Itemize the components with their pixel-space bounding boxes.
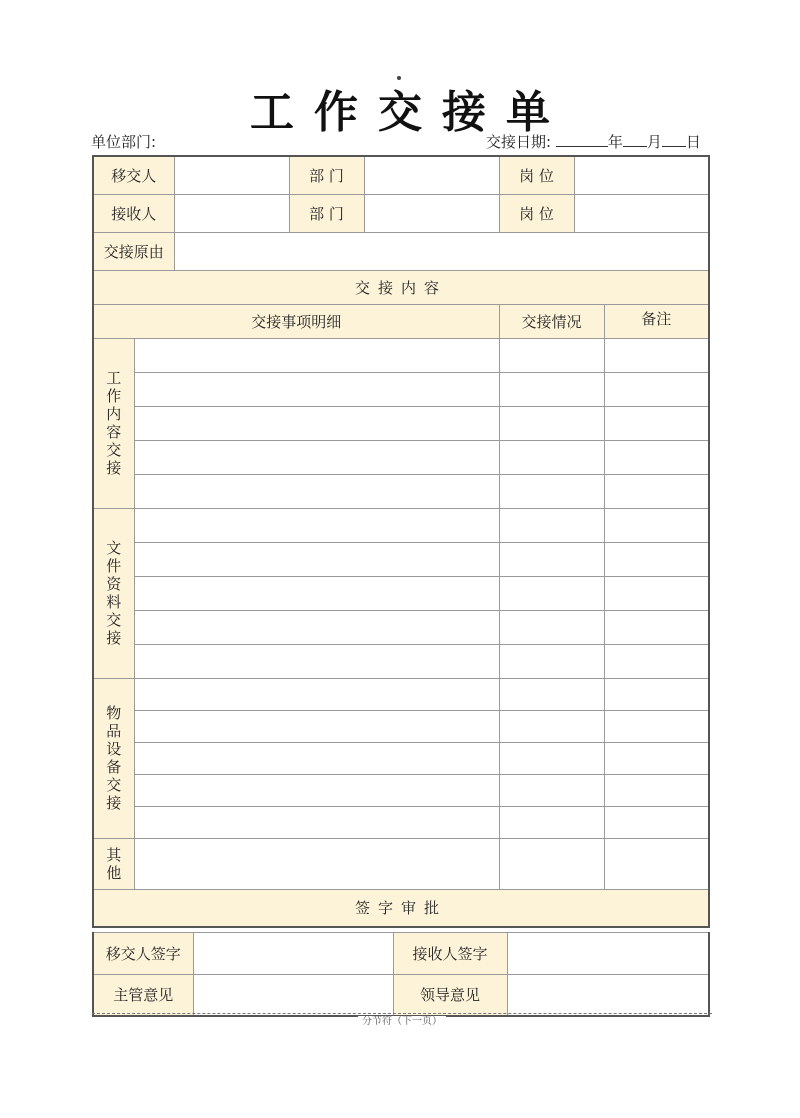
status-cell[interactable] <box>499 678 604 710</box>
detail-cell[interactable] <box>134 440 499 474</box>
receiver-dept-field[interactable] <box>364 194 499 232</box>
handover-table <box>92 155 710 928</box>
detail-cell[interactable] <box>134 678 499 710</box>
year-blank[interactable] <box>556 132 608 147</box>
detail-cell[interactable] <box>134 406 499 440</box>
detail-cell[interactable] <box>134 806 499 838</box>
group-label-other: 其他 <box>93 838 134 889</box>
col-detail-header: 交接事项明细 <box>93 304 499 338</box>
detail-cell[interactable] <box>134 338 499 372</box>
receiver-field[interactable] <box>174 194 289 232</box>
note-cell[interactable] <box>604 406 709 440</box>
mover-dept-label: 部 门 <box>289 156 364 194</box>
status-cell[interactable] <box>499 338 604 372</box>
approval-section-title: 签字审批 <box>93 889 709 927</box>
date-field <box>486 131 701 152</box>
status-cell[interactable] <box>499 576 604 610</box>
note-cell[interactable] <box>604 338 709 372</box>
mover-post-label: 岗 位 <box>499 156 574 194</box>
status-cell[interactable] <box>499 742 604 774</box>
section-break-label: 分节符（下一页） <box>358 1016 446 1027</box>
detail-cell[interactable] <box>134 644 499 678</box>
mover-sign-field[interactable] <box>193 933 393 975</box>
manager-opinion-field[interactable] <box>193 975 393 1016</box>
group-label-equipment: 物品设备交接 <box>93 678 134 838</box>
receiver-post-field[interactable] <box>574 194 709 232</box>
year-label: 年 <box>607 133 623 151</box>
leader-opinion-field[interactable] <box>507 975 709 1016</box>
receiver-sign-field[interactable] <box>507 933 709 975</box>
note-cell[interactable] <box>604 806 709 838</box>
month-blank[interactable] <box>623 132 647 147</box>
status-cell[interactable] <box>499 806 604 838</box>
section-break <box>92 1013 712 1030</box>
note-cell[interactable] <box>604 372 709 406</box>
mover-sign-label: 移交人签字 <box>93 933 193 975</box>
detail-cell[interactable] <box>134 610 499 644</box>
note-cell[interactable] <box>604 644 709 678</box>
status-cell[interactable] <box>499 774 604 806</box>
detail-cell[interactable] <box>134 774 499 806</box>
note-cell[interactable] <box>604 742 709 774</box>
note-cell[interactable] <box>604 542 709 576</box>
mover-label: 移交人 <box>93 156 174 194</box>
note-cell[interactable] <box>604 474 709 508</box>
note-cell[interactable] <box>604 774 709 806</box>
receiver-dept-label: 部 门 <box>289 194 364 232</box>
status-cell[interactable] <box>499 372 604 406</box>
decor-dot <box>397 76 401 80</box>
receiver-label: 接收人 <box>93 194 174 232</box>
status-cell[interactable] <box>499 710 604 742</box>
approval-table <box>92 932 710 1017</box>
detail-cell[interactable] <box>134 838 499 889</box>
detail-cell[interactable] <box>134 742 499 774</box>
note-cell[interactable] <box>604 678 709 710</box>
note-cell[interactable] <box>604 710 709 742</box>
col-status-header: 交接情况 <box>499 304 604 338</box>
manager-opinion-label: 主管意见 <box>93 975 193 1016</box>
detail-cell[interactable] <box>134 576 499 610</box>
date-label: 交接日期: <box>486 133 552 151</box>
status-cell[interactable] <box>499 406 604 440</box>
status-cell[interactable] <box>499 644 604 678</box>
status-cell[interactable] <box>499 508 604 542</box>
receiver-sign-label: 接收人签字 <box>393 933 507 975</box>
content-section-title: 交接内容 <box>93 270 709 304</box>
note-cell[interactable] <box>604 440 709 474</box>
detail-cell[interactable] <box>134 474 499 508</box>
status-cell[interactable] <box>499 838 604 889</box>
mover-dept-field[interactable] <box>364 156 499 194</box>
note-cell[interactable] <box>604 508 709 542</box>
col-note-header: 备注 <box>604 304 709 338</box>
detail-cell[interactable] <box>134 508 499 542</box>
form-title: 工作交接单 <box>250 87 570 138</box>
reason-field[interactable] <box>174 232 709 270</box>
day-blank[interactable] <box>662 132 686 147</box>
detail-cell[interactable] <box>134 710 499 742</box>
reason-label: 交接原由 <box>93 232 174 270</box>
status-cell[interactable] <box>499 474 604 508</box>
day-label: 日 <box>685 133 701 151</box>
group-label-docs: 文件资料交接 <box>93 508 134 678</box>
detail-cell[interactable] <box>134 542 499 576</box>
note-cell[interactable] <box>604 576 709 610</box>
mover-field[interactable] <box>174 156 289 194</box>
status-cell[interactable] <box>499 440 604 474</box>
note-cell[interactable] <box>604 610 709 644</box>
group-label-work: 工作内容交接 <box>93 338 134 508</box>
month-label: 月 <box>646 133 662 151</box>
status-cell[interactable] <box>499 542 604 576</box>
mover-post-field[interactable] <box>574 156 709 194</box>
note-cell[interactable] <box>604 838 709 889</box>
detail-cell[interactable] <box>134 372 499 406</box>
leader-opinion-label: 领导意见 <box>393 975 507 1016</box>
status-cell[interactable] <box>499 610 604 644</box>
receiver-post-label: 岗 位 <box>499 194 574 232</box>
dept-label: 单位部门: <box>91 133 157 151</box>
